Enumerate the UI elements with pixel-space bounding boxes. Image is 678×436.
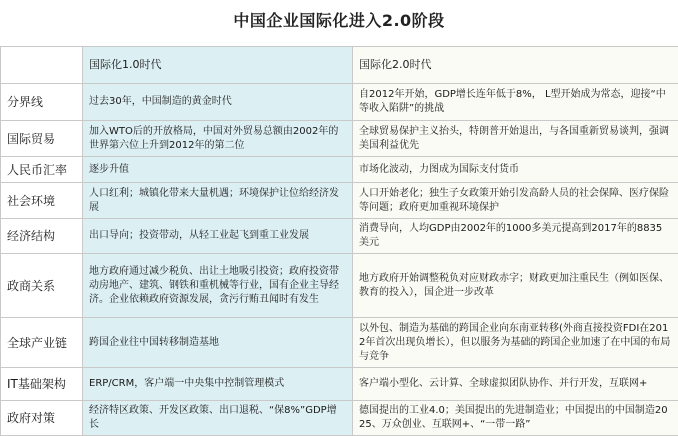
row-label: 政府对策 [1, 401, 83, 436]
table-row [1, 368, 678, 401]
era2-cell: 市场化波动，力图成为国际支付货币 [353, 157, 678, 183]
era2-cell: 地方政府开始调整税负对应财政赤字；财政更加注重民生（例如医保、教育的投入），国企进一步改革 [353, 254, 678, 318]
era2-cell: 客户端小型化、云计算、全球虚拟团队协作、并行开发，互联网+ [353, 368, 678, 401]
era1-cell: 过去30年，中国制造的黄金时代 [83, 84, 353, 121]
table-row [1, 219, 678, 254]
era1-cell: 出口导向；投资带动，从轻工业起飞到重工业发展 [83, 219, 353, 254]
era2-cell: 全球贸易保护主义抬头，特朗普开始退出，与各国重新贸易谈判，强调美国利益优先 [353, 121, 678, 157]
table-row [1, 401, 678, 436]
table-row [1, 183, 678, 219]
table-row [1, 318, 678, 368]
table-row [1, 84, 678, 121]
table-header-row [1, 47, 678, 84]
row-label: 分界线 [1, 84, 83, 121]
table-row [1, 121, 678, 157]
era1-cell: ERP/CRM，客户端一中央集中控制管理模式 [83, 368, 353, 401]
header-corner-cell [1, 47, 83, 84]
era1-cell: 经济特区政策、开发区政策、出口退税、“保8%”GDP增长 [83, 401, 353, 436]
era1-cell: 逐步升值 [83, 157, 353, 183]
row-label: 经济结构 [1, 219, 83, 254]
table-row [1, 254, 678, 318]
row-label: 国际贸易 [1, 121, 83, 157]
era2-cell: 以外包、制造为基础的跨国企业向东南亚转移(外商直接投资FDI在2012年首次出现负增长），但以服务为基础的跨国企业加速了在中国的布局与竞争 [353, 318, 678, 368]
table-row [1, 157, 678, 183]
era1-cell: 跨国企业往中国转移制造基地 [83, 318, 353, 368]
row-label: IT基础架构 [1, 368, 83, 401]
column-header-era2: 国际化2.0时代 [353, 47, 678, 84]
page-title: 中国企业国际化进入2.0阶段 [0, 0, 678, 38]
era2-cell: 德国提出的工业4.0；美国提出的先进制造业；中国提出的中国制造2025、万众创业、互联网+、“一带一路” [353, 401, 678, 436]
column-header-era1: 国际化1.0时代 [83, 47, 353, 84]
era1-cell: 加入WTO后的开放格局，中国对外贸易总额由2002年的世界第六位上升到2012年的第二位 [83, 121, 353, 157]
era1-cell: 地方政府通过减少税负、出让土地吸引投资；政府投资带动房地产、建筑、钢铁和重机械等行业，国有企业主导经济。企业依赖政府资源发展，贪污行贿丑闻时有发生 [83, 254, 353, 318]
row-label: 社会环境 [1, 183, 83, 219]
row-label: 人民币汇率 [1, 157, 83, 183]
era1-cell: 人口红利；城镇化带来大量机遇；环境保护让位给经济发展 [83, 183, 353, 219]
era2-cell: 自2012年开始，GDP增长连年低于8%， L型开始成为常态，迎接“中等收入陷阱”的挑战 [353, 84, 678, 121]
comparison-table [0, 46, 678, 436]
row-label: 政商关系 [1, 254, 83, 318]
era2-cell: 人口开始老化；独生子女政策开始引发高龄人员的社会保障、医疗保险等问题；政府更加重视环境保护 [353, 183, 678, 219]
era2-cell: 消费导向，人均GDP由2002年的1000多美元提高到2017年的8835美元 [353, 219, 678, 254]
row-label: 全球产业链 [1, 318, 83, 368]
